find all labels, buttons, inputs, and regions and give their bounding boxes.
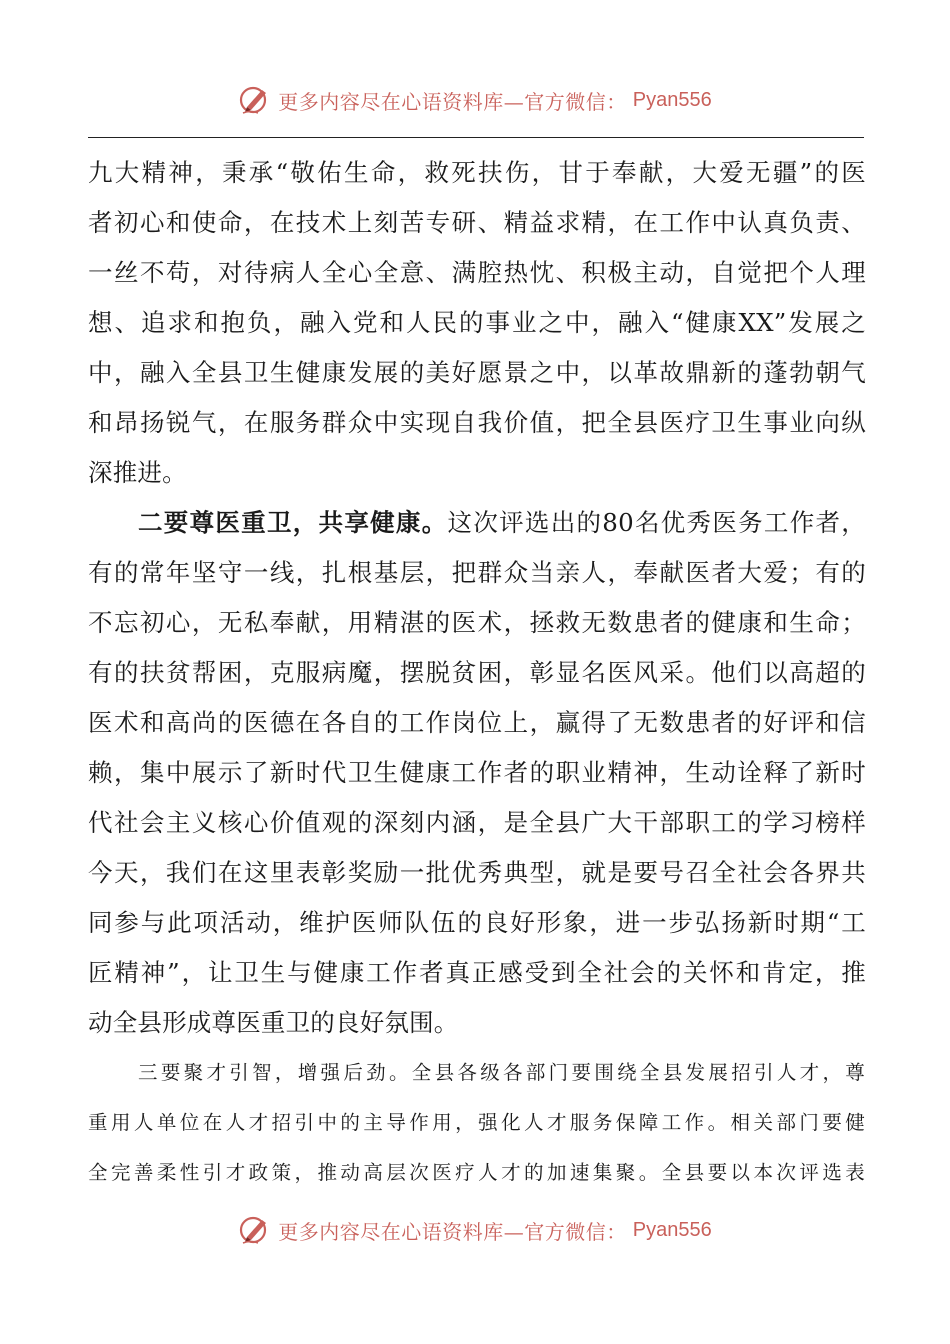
text-line: 中，融入全县卫生健康发展的美好愿景之中，以革故鼎新的蓬勃朝气 <box>88 358 866 387</box>
text-line: 一丝不苟，对待病人全心全意、满腔热忱、积极主动，自觉把个人理 <box>88 258 866 287</box>
pen-logo-icon <box>238 1213 272 1247</box>
text-line: 者初心和使命，在技术上刻苦专研、精益求精，在工作中认真负责、 <box>88 208 866 237</box>
document-body <box>88 148 866 1198</box>
text-line: 深推进。 <box>88 458 187 487</box>
paragraph-2 <box>88 498 866 1048</box>
paragraph-1 <box>88 148 866 498</box>
text-line: 医术和高尚的医德在各自的工作岗位上，赢得了无数患者的好评和信 <box>88 708 866 737</box>
text-line: 全完善柔性引才政策，推动高层次医疗人才的加速集聚。全县要以本次评选表 <box>88 1161 866 1184</box>
text-line: 匠精神”，让卫生与健康工作者真正感受到全社会的关怀和肯定，推 <box>88 958 866 987</box>
text-line: 想、追求和抱负，融入党和人民的事业之中，融入“健康XX”发展之 <box>88 308 866 337</box>
text-line: 动全县形成尊医重卫的良好氛围。 <box>88 1008 459 1037</box>
watermark-handle: Pyan556 <box>632 1218 712 1241</box>
text-run: 这次评选出的80名优秀医务工作者， <box>447 508 867 537</box>
pen-logo-icon <box>238 83 272 117</box>
text-line: 九大精神，秉承“敬佑生命，救死扶伤，甘于奉献，大爱无疆”的医 <box>88 158 866 187</box>
text-line: 和昂扬锐气，在服务群众中实现自我价值，把全县医疗卫生事业向纵 <box>88 408 866 437</box>
page-header-watermark <box>0 80 950 120</box>
watermark-brand <box>238 83 711 117</box>
text-line: 有的扶贫帮困，克服病魔，摆脱贫困，彰显名医风采。他们以高超的 <box>88 658 866 687</box>
page-footer-watermark <box>0 1210 950 1250</box>
text-line: 赖，集中展示了新时代卫生健康工作者的职业精神，生动诠释了新时 <box>88 758 866 787</box>
watermark-brand <box>238 1213 711 1247</box>
paragraph-3 <box>88 1048 866 1198</box>
paragraph-heading: 二要尊医重卫，共享健康。 <box>138 508 448 537</box>
watermark-text: 更多内容尽在心语资料库—官方微信： <box>278 89 627 114</box>
text-line: 有的常年坚守一线，扎根基层，把群众当亲人，奉献医者大爱；有的 <box>88 558 866 587</box>
text-line: 不忘初心，无私奉献，用精湛的医术，拯救无数患者的健康和生命； <box>88 608 866 637</box>
watermark-text: 更多内容尽在心语资料库—官方微信： <box>278 1219 627 1244</box>
text-line: 代社会主义核心价值观的深刻内涵，是全县广大干部职工的学习榜样 <box>88 808 866 837</box>
header-divider <box>88 137 864 138</box>
text-line <box>88 498 866 548</box>
text-line: 同参与此项活动，维护医师队伍的良好形象，进一步弘扬新时期“工 <box>88 908 866 937</box>
watermark-handle: Pyan556 <box>632 88 712 111</box>
text-line: 三要聚才引智，增强后劲。全县各级各部门要围绕全县发展招引人才，尊 <box>138 1061 866 1084</box>
text-line: 重用人单位在人才招引中的主导作用，强化人才服务保障工作。相关部门要健 <box>88 1111 866 1134</box>
text-line: 今天，我们在这里表彰奖励一批优秀典型，就是要号召全社会各界共 <box>88 858 866 887</box>
